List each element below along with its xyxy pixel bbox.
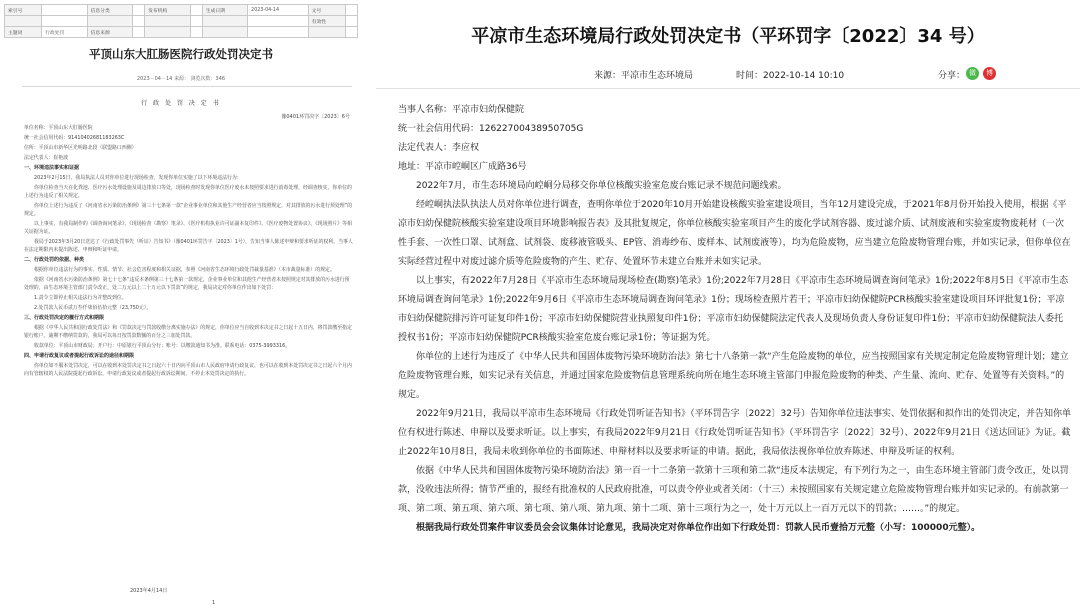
right-page-title: 平凉市生态环境局行政处罚决定书（平环罚字〔2022〕34 号） bbox=[471, 26, 985, 47]
left-paragraph: 我局于2023年3月20日送达了《行政处罚事先（听证）告知书》（豫0401环罚告字〔2023〕1号），告知当事人陈述申辩和要求听证的权利，当事人在法定期限内未提出陈述、申辩和听证申请。 bbox=[24, 239, 353, 253]
info-table-cell bbox=[133, 5, 145, 16]
info-table-cell: 信息分类 bbox=[87, 5, 132, 16]
info-table-row bbox=[5, 27, 358, 38]
left-doc-body bbox=[24, 124, 354, 380]
left-section-heading: 四、申请行政复议或者提起行政诉讼的途径和期限 bbox=[24, 353, 135, 359]
right-paragraph: 根据我局行政处罚案件审议委员会会议集体讨论意见，我局决定对你单位作出如下行政处罚：罚款人民币壹拾万元整（小写：100000元整）。 bbox=[416, 523, 981, 533]
left-paragraph: 你单位上述行为违反了《河南省水污染防治条例》第三十七条第一款“企业事业单位和其他生产经营者应当按照规定，对其排放的污水进行预处理”的规定。 bbox=[24, 203, 353, 217]
left-paragraph: 以上事实，有我局制作的《调查询问笔录》、《现场检查（勘察）笔录》、《医疗机构执业许可证副本复印件》、《医疗废物处置协议》、《现场照片》等相关证据为证。 bbox=[24, 221, 352, 235]
info-table-cell bbox=[42, 16, 87, 27]
info-table bbox=[4, 4, 358, 38]
right-divider bbox=[376, 88, 1080, 89]
info-table-row bbox=[5, 5, 358, 16]
info-table-cell bbox=[145, 27, 190, 38]
info-table-cell bbox=[133, 27, 145, 38]
left-doc-title: 行 政 处 罚 决 定 书 bbox=[141, 100, 221, 107]
left-page-footer: 1 bbox=[212, 600, 216, 606]
info-table-cell bbox=[5, 16, 42, 27]
info-table-cell: 2023-04-14 bbox=[248, 5, 309, 16]
left-page-meta: 2023－04－14 来源： 浏览次数：346 bbox=[136, 76, 226, 82]
left-section-heading: 三、行政处罚决定的履行方式和期限 bbox=[24, 315, 105, 321]
info-table-cell bbox=[190, 16, 202, 27]
info-table-cell bbox=[345, 16, 357, 27]
left-page-title: 平顶山东大肛肠医院行政处罚决定书 bbox=[89, 47, 273, 61]
info-table-cell: 索引号 bbox=[5, 5, 42, 16]
info-table-cell bbox=[133, 16, 145, 27]
left-paragraph: 收款单位：平顶山市财政局；开户行：中原银行平顶山分行；账号：以缴款通知书为准。联系电话：0375-3993316。 bbox=[34, 343, 291, 349]
right-paragraph: 法定代表人：李应权 bbox=[398, 143, 480, 153]
right-paragraph: 地址：平凉市崆峒区广成路36号 bbox=[398, 162, 527, 172]
left-divider bbox=[22, 86, 352, 87]
left-paragraph: 你单位如不服本处罚决定，可以在收到本处罚决定书之日起六十日内向平顶山市人民政府申请行政复议，也可以在收到本处罚决定书之日起六个月内向有管辖权的人民法院提起行政诉讼。申请行政复议或者提起行政诉讼期间，不停止本处罚决定的执行。 bbox=[24, 363, 352, 377]
right-paragraph: 你单位的上述行为违反了《中华人民共和国固体废物污染环境防治法》第七十八条第一款“产生危险废物的单位，应当按照国家有关规定制定危险废物管理计划；建立危险废物管理台账，如实记录有关信息，并通过国家危险废物信息管理系统向所在地生态环境主管部门申报危险废物的种类、产生量、流向、贮存、处置等有关资料。”的规定。 bbox=[398, 352, 1069, 400]
info-table-cell bbox=[202, 16, 247, 27]
time-info bbox=[736, 68, 844, 81]
time-value: 2022-10-14 10:10 bbox=[763, 71, 845, 81]
info-table-cell bbox=[248, 16, 309, 27]
left-paragraph: 根据《中华人民共和国行政处罚法》和《罚款决定与罚款收缴分离实施办法》的规定，你单位应当自收到本决定书之日起十五日内，将罚款缴至指定银行账户。逾期不缴纳罚款的，我局可以每日按罚款数额的百分之三加处罚款。 bbox=[24, 325, 352, 339]
source-value: 平凉市生态环境局 bbox=[621, 71, 694, 81]
left-doc-number: 豫0401环罚决字〔2023〕6号 bbox=[281, 114, 350, 120]
left-section-heading: 一、环境违法事实和证据 bbox=[24, 165, 80, 171]
wechat-share-icon[interactable]: 微 bbox=[966, 67, 979, 80]
info-table-cell bbox=[145, 16, 190, 27]
left-section-heading: 二、行政处罚的依据、种类 bbox=[24, 257, 85, 263]
left-paragraph: 根据你单位违法行为的事实、性质、情节、社会危害程度和相关证据，参照《河南省生态环境行政处罚裁量基准》（本市裁量标准）的规定。 bbox=[34, 267, 335, 273]
info-table-cell bbox=[202, 27, 247, 38]
left-paragraph: 住所：平顶山市新华区光明路北段（联盟路口西侧） bbox=[24, 145, 137, 151]
left-paragraph: 你单位检查当天在化粪池、医疗污水处理设施及周边排放口等处，现场检查时发现你单位医疗废水未按照要求进行消毒处理，经调查核实，你单位的上述行为违反了相关规定。 bbox=[24, 185, 352, 199]
info-table-cell bbox=[248, 27, 309, 38]
info-table-cell bbox=[345, 27, 357, 38]
right-paragraph: 2022年9月21日，我局以平凉市生态环境局《行政处罚听证告知书》（平环罚告字〔2022〕32号）告知你单位违法事实、处罚依据和拟作出的处罚决定，并告知你单位有权进行陈述、申辩以及要求听证。以上事实，有我局2022年9月21日《行政处罚听证告知书》（平环罚告字〔2022〕32号）、2022年9月21日《送达回证》为证。截止2022年10月8日，我局未收到你单位的书面陈述、申辩材料以及要求听证的申请。据此，我局依法视你单位放弃陈述、申辩及听证的权利。 bbox=[398, 409, 1071, 457]
left-paragraph: 单位名称：平顶山东大肛肠医院 bbox=[24, 125, 93, 131]
info-table-row bbox=[5, 16, 358, 27]
left-paragraph: 法定代表人：崔艳波 bbox=[24, 155, 69, 161]
info-table-cell bbox=[345, 5, 357, 16]
info-table-cell: 行政处罚 bbox=[42, 27, 87, 38]
info-table-cell bbox=[308, 27, 345, 38]
left-paragraph: 1.责令立即停止相关违法行为并整改到位。 bbox=[34, 295, 127, 301]
right-document bbox=[376, 0, 1080, 608]
right-paragraph: 当事人名称：平凉市妇幼保健院 bbox=[398, 105, 525, 115]
info-table-cell: 有效性 bbox=[308, 16, 345, 27]
left-paragraph: 2.处罚款人民币贰万叁仟柒佰伍拾元整（23,750元）。 bbox=[34, 305, 152, 311]
left-doc-date: 2023年4月14日 bbox=[130, 588, 168, 594]
source-info bbox=[594, 68, 693, 81]
info-table-cell bbox=[42, 5, 87, 16]
right-paragraph: 统一社会信用代码：12622700438950705G bbox=[398, 124, 584, 134]
left-paragraph: 2023年2月15日，我局执法人员对你单位进行现场检查，发现你单位实施了以下环境违法行为： bbox=[34, 175, 242, 181]
left-document bbox=[0, 0, 362, 608]
info-table-cell: 主题词 bbox=[5, 27, 42, 38]
info-table-cell: 信息来源 bbox=[87, 27, 132, 38]
right-paragraph: 以上事实，有2022年7月28日《平凉市生态环境局现场检查(勘察)笔录》1份;2022年7月28日《平凉市生态环境局调查询问笔录》1份;2022年8月5日《平凉市生态环境局调查询问笔录》1份;2022年9月6日《平凉市生态环境局调查询问笔录》1份；现场检查照片若干；平凉市妇幼保健院PCR核酸实验室建设项目环评批复1份；平凉市妇幼保健院排污许可证复印件1份；平凉市妇幼保健院营业执照复印件1份；平凉市妇幼保健院法定代表人及现场负责人身份证复印件1份；平凉市妇幼保健院法人委托授权书1份；平凉市妇幼保健院PCR核酸实验室危废台账记录1份；等证据为凭。 bbox=[398, 276, 1069, 343]
right-meta-bar bbox=[376, 64, 1080, 86]
right-paragraph: 2022年7月，市生态环境局向崆峒分局移交你单位核酸实验室危废台账记录不规范问题线索。 bbox=[416, 181, 787, 191]
share-label: 分享： bbox=[938, 71, 966, 81]
left-paragraph: 依据《河南省水污染防治条例》第七十七条“违反本条例第三十七条第一款规定，企业事业单位和其他生产经营者未按照规定对其排放的污水进行预处理的，由生态环境主管部门责令改正，处二万元以上二十万元以下罚款”的规定，我局决定对你单位作出如下处罚： bbox=[24, 277, 350, 291]
info-table-cell bbox=[87, 16, 132, 27]
right-doc-body bbox=[398, 101, 1072, 538]
weibo-share-icon[interactable]: 博 bbox=[983, 67, 996, 80]
source-label: 来源： bbox=[594, 71, 622, 81]
info-table-cell: 生成日期 bbox=[202, 5, 247, 16]
time-label: 时间： bbox=[736, 71, 764, 81]
left-paragraph: 统一社会信用代码：91410402681183263C bbox=[24, 135, 125, 141]
right-paragraph: 经崆峒执法队执法人员对你单位进行调查，查明你单位于2020年10月开始建设核酸实验室建设项目，当年12月建设完成，于2021年8月份开始投入使用，根据《平凉市妇幼保健院核酸实验室建设项目环境影响报告表》及其批复规定，你单位核酸实验室项目产生的废化学试剂容器、废过滤介质、试剂废液和实验室废物废耗材（一次性手套、一次性口罩、试剂盒、试剂袋、废移液管吸头、EP管、消毒纱布、废样本、试剂废液等），均为危险废物，应当建立危险废物管理台账，并如实记录，但你单位在实际经营过程中对废过滤介质等危险废物的产生、贮存、处置环节未建立台账并未如实记录。 bbox=[398, 200, 1071, 267]
right-paragraph: 依据《中华人民共和国固体废物污染环境防治法》第一百一十二条第一款第十三项和第二款“违反本法规定，有下列行为之一，由生态环境主管部门责令改正，处以罚款，没收违法所得；情节严重的，报经有批准权的人民政府批准，可以责令停业或者关闭：（十三）未按照国家有关规定建立危险废物管理台账并如实记录的。有前款第一项、第二项、第五项、第六项、第七项、第八项、第九项、第十二项、第十三项行为之一，处十万元以上一百万元以下的罚款；……。”的规定。 bbox=[398, 466, 1069, 514]
info-table-cell: 文号 bbox=[308, 5, 345, 16]
info-table-cell bbox=[190, 5, 202, 16]
info-table-cell: 发布机构 bbox=[145, 5, 190, 16]
info-table-cell bbox=[190, 27, 202, 38]
